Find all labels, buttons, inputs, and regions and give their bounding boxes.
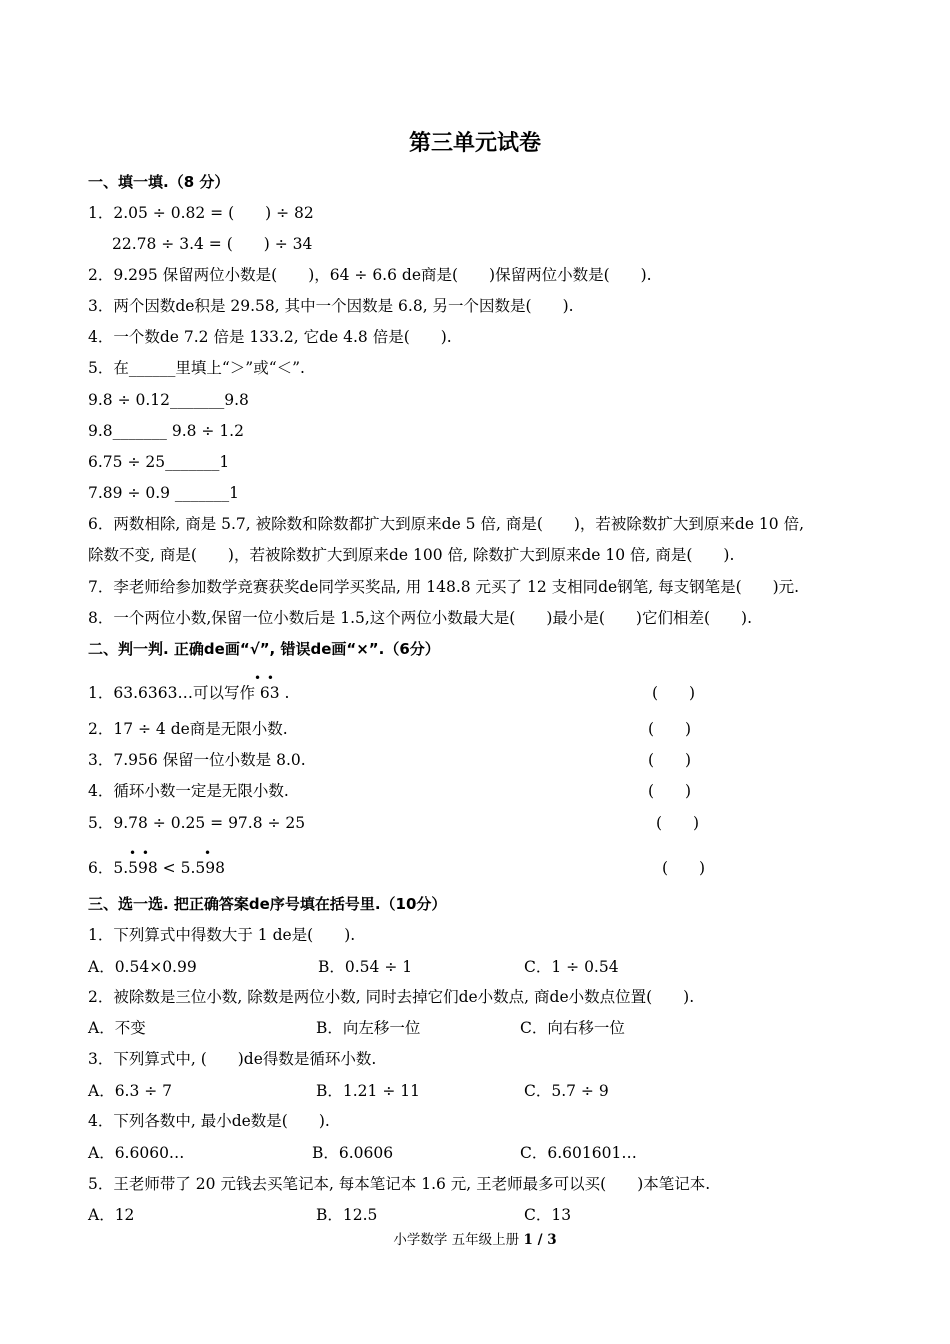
choice-q5: 5．王老师带了 20 元钱去买笔记本, 每本笔记本 1.6 元, 王老师最多可以买( )本笔记本.	[88, 1175, 711, 1193]
answer-paren-4[interactable]: ( )	[648, 782, 692, 800]
judge-6: 6．5.598 < 5.598	[88, 859, 225, 877]
choice-q2-a: A．不变	[88, 1019, 146, 1037]
judge-5: 5．9.78 ÷ 0.25 = 97.8 ÷ 25	[88, 814, 306, 832]
compare-line-d: 7.89 ÷ 0.9 _______1	[88, 484, 240, 502]
question-1-1: 1．2.05 ÷ 0.82 = ( ) ÷ 82	[88, 204, 314, 222]
choice-q2: 2．被除数是三位小数, 除数是两位小数, 同时去掉它们de小数点, 商de小数点位置( ).	[88, 988, 695, 1006]
repeating-dots-right: •	[204, 846, 213, 860]
judge-4: 4．循环小数一定是无限小数.	[88, 782, 289, 800]
repeating-dots: • •	[254, 671, 275, 685]
choice-q2-c: C．向右移一位	[520, 1019, 625, 1037]
page-title: 第三单元试卷	[408, 131, 541, 156]
answer-paren-3[interactable]: ( )	[648, 751, 692, 769]
choice-q3-b: B．1.21 ÷ 11	[316, 1082, 420, 1100]
question-1-8: 8．一个两位小数,保留一位小数后是 1.5,这个两位小数最大是( )最小是( )它们相差( ).	[88, 609, 753, 627]
choice-q4-a: A．6.6060…	[88, 1144, 185, 1162]
question-1-5: 5．在______里填上“＞”或“＜”.	[88, 359, 305, 377]
choice-q3-a: A．6.3 ÷ 7	[88, 1082, 173, 1100]
question-1-4: 4．一个数de 7.2 倍是 133.2, 它de 4.8 倍是( ).	[88, 328, 452, 346]
question-1-1b: 22.78 ÷ 3.4 = ( ) ÷ 34	[112, 235, 313, 253]
repeating-dots-left: • •	[129, 846, 150, 860]
question-1-6a: 6．两数相除, 商是 5.7, 被除数和除数都扩大到原来de 5 倍, 商是( )，若被除数扩大到原来de 10 倍,	[88, 515, 805, 533]
page-footer	[0, 1228, 950, 1248]
choice-q1-c: C．1 ÷ 0.54	[524, 958, 619, 976]
choice-q5-c: C．13	[524, 1206, 572, 1224]
choice-q1-a: A．0.54×0.99	[88, 958, 197, 976]
section-3-heading: 三、选一选. 把正确答案de序号填在括号里.（10分）	[88, 895, 447, 913]
judge-3: 3．7.956 保留一位小数是 8.0.	[88, 751, 306, 769]
answer-paren-2[interactable]: ( )	[648, 720, 692, 738]
choice-q3: 3．下列算式中, ( )de得数是循环小数.	[88, 1050, 377, 1068]
choice-q3-c: C．5.7 ÷ 9	[524, 1082, 609, 1100]
question-1-7: 7．李老师给参加数学竞赛获奖de同学买奖品, 用 148.8 元买了 12 支相同de钢笔, 每支钢笔是( )元.	[88, 578, 800, 596]
choice-q4-c: C．6.601601…	[520, 1144, 637, 1162]
section-2-heading: 二、判一判. 正确de画“√”, 错误de画“×”.（6分）	[88, 640, 440, 658]
choice-q4-b: B．6.0606	[312, 1144, 394, 1162]
choice-q2-b: B．向左移一位	[316, 1019, 421, 1037]
answer-paren-6[interactable]: ( )	[662, 859, 706, 877]
judge-2: 2．17 ÷ 4 de商是无限小数.	[88, 720, 288, 738]
question-1-3: 3．两个因数de积是 29.58, 其中一个因数是 6.8, 另一个因数是( ).	[88, 297, 574, 315]
choice-q4: 4．下列各数中, 最小de数是( ).	[88, 1112, 330, 1130]
judge-1: 1．63.6363…可以写作 63 .	[88, 684, 290, 702]
choice-q5-b: B．12.5	[316, 1206, 378, 1224]
question-1-6b: 除数不变, 商是( )，若被除数扩大到原来de 100 倍, 除数扩大到原来de 10 倍, 商是( ).	[88, 546, 735, 564]
choice-q1-b: B．0.54 ÷ 1	[318, 958, 413, 976]
choice-q1: 1．下列算式中得数大于 1 de是( ).	[88, 926, 356, 944]
footer-text: 小学数学 五年级上册	[393, 1232, 524, 1248]
answer-paren-5[interactable]: ( )	[656, 814, 700, 832]
question-1-2: 2．9.295 保留两位小数是( )，64 ÷ 6.6 de商是( )保留两位小数是( ).	[88, 266, 652, 284]
compare-line-b: 9.8_______ 9.8 ÷ 1.2	[88, 422, 244, 440]
page-number: 1 / 3	[523, 1232, 557, 1248]
section-1-heading: 一、填一填.（8 分）	[88, 173, 230, 191]
compare-line-c: 6.75 ÷ 25_______1	[88, 453, 230, 471]
choice-q5-a: A．12	[88, 1206, 135, 1224]
answer-paren-1[interactable]: ( )	[652, 684, 696, 702]
compare-line-a: 9.8 ÷ 0.12_______9.8	[88, 391, 249, 409]
